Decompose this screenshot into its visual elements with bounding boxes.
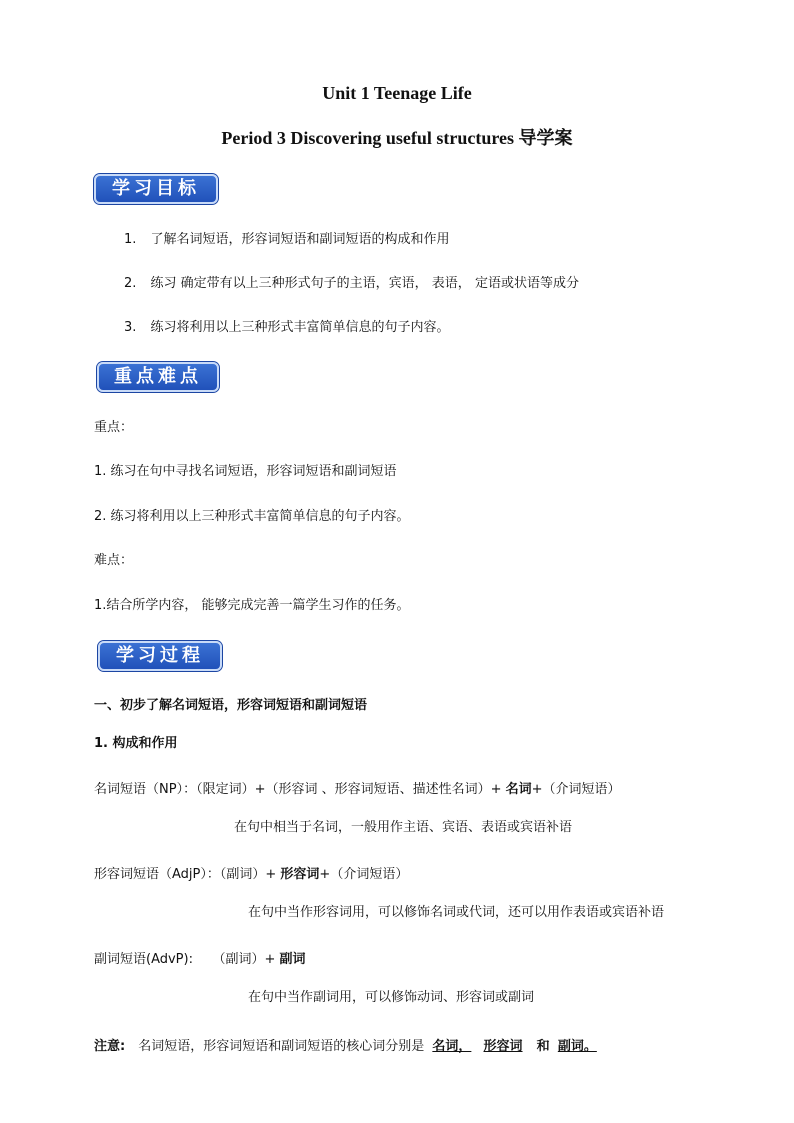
goal-number: 3. — [124, 320, 137, 335]
note-word-adjective: 形容词 — [483, 1039, 523, 1054]
goal-number: 2. — [124, 276, 137, 291]
note-label: 注意: — [94, 1039, 126, 1054]
adjp-definition — [94, 866, 408, 884]
difficulty-label: 难点： — [94, 553, 134, 568]
sub-heading: 1. 构成和作用 — [94, 736, 178, 751]
advp-head-word: 副词 — [279, 952, 306, 967]
focus-item-1: 1. 练习在句中寻找名词短语，形容词短语和副词短语 — [94, 464, 397, 479]
goal-text: 练习将利用以上三种形式丰富简单信息的句子内容。 — [150, 320, 450, 335]
focus-item-2: 2. 练习将利用以上三种形式丰富简单信息的句子内容。 — [94, 509, 410, 524]
badge-learning-process: 学习过程 — [98, 641, 222, 671]
goal-text: 练习 确定带有以上三种形式句子的主语，宾语， 表语， 定语或状语等成分 — [150, 276, 579, 291]
note-word-noun: 名词， — [432, 1039, 472, 1054]
difficulty-item-1: 1.结合所学内容， 能够完成完善一篇学生习作的任务。 — [94, 598, 410, 613]
adjp-head-word: 形容词 — [280, 867, 320, 882]
np-function: 在句中相当于名词，一般用作主语、宾语、表语或宾语补语 — [234, 820, 573, 835]
document-title: Unit 1 Teenage Life — [322, 83, 472, 103]
np-head-word: 名词 — [505, 782, 532, 797]
note-text: 名词短语，形容词短语和副词短语的核心词分别是 — [125, 1039, 425, 1054]
adjp-lead: 形容词短语（AdjP）：（副词）+ — [94, 867, 281, 882]
np-tail: +（介词短语） — [531, 782, 621, 797]
goal-number: 1. — [124, 232, 137, 247]
advp-function: 在句中当作副词用，可以修饰动词、形容词或副词 — [248, 990, 535, 1005]
note-line — [94, 1038, 597, 1056]
np-definition — [94, 781, 621, 799]
goal-item-1 — [124, 231, 450, 249]
np-lead: 名词短语（NP）：（限定词）+（形容词 、形容词短语、描述性名词）+ — [94, 782, 506, 797]
note-word-adverb: 副词。 — [557, 1039, 597, 1054]
advp-definition — [94, 951, 306, 969]
document-subtitle: Period 3 Discovering useful structures 导学案 — [221, 128, 573, 148]
goal-text: 了解名词短语，形容词短语和副词短语的构成和作用 — [150, 232, 450, 247]
adjp-tail: +（介词短语） — [319, 867, 409, 882]
section-heading: 一、初步了解名词短语，形容词短语和副词短语 — [94, 698, 368, 713]
adjp-function: 在句中当作形容词用，可以修饰名词或代词，还可以用作表语或宾语补语 — [248, 905, 665, 920]
note-and: 和 — [536, 1039, 550, 1054]
focus-label: 重点： — [94, 420, 134, 435]
badge-key-points: 重点难点 — [97, 362, 219, 392]
goal-item-2 — [124, 275, 579, 293]
advp-lead: 副词短语(AdvP): （副词）+ — [94, 952, 280, 967]
badge-learning-goals: 学习目标 — [94, 174, 218, 204]
goal-item-3 — [124, 319, 450, 337]
